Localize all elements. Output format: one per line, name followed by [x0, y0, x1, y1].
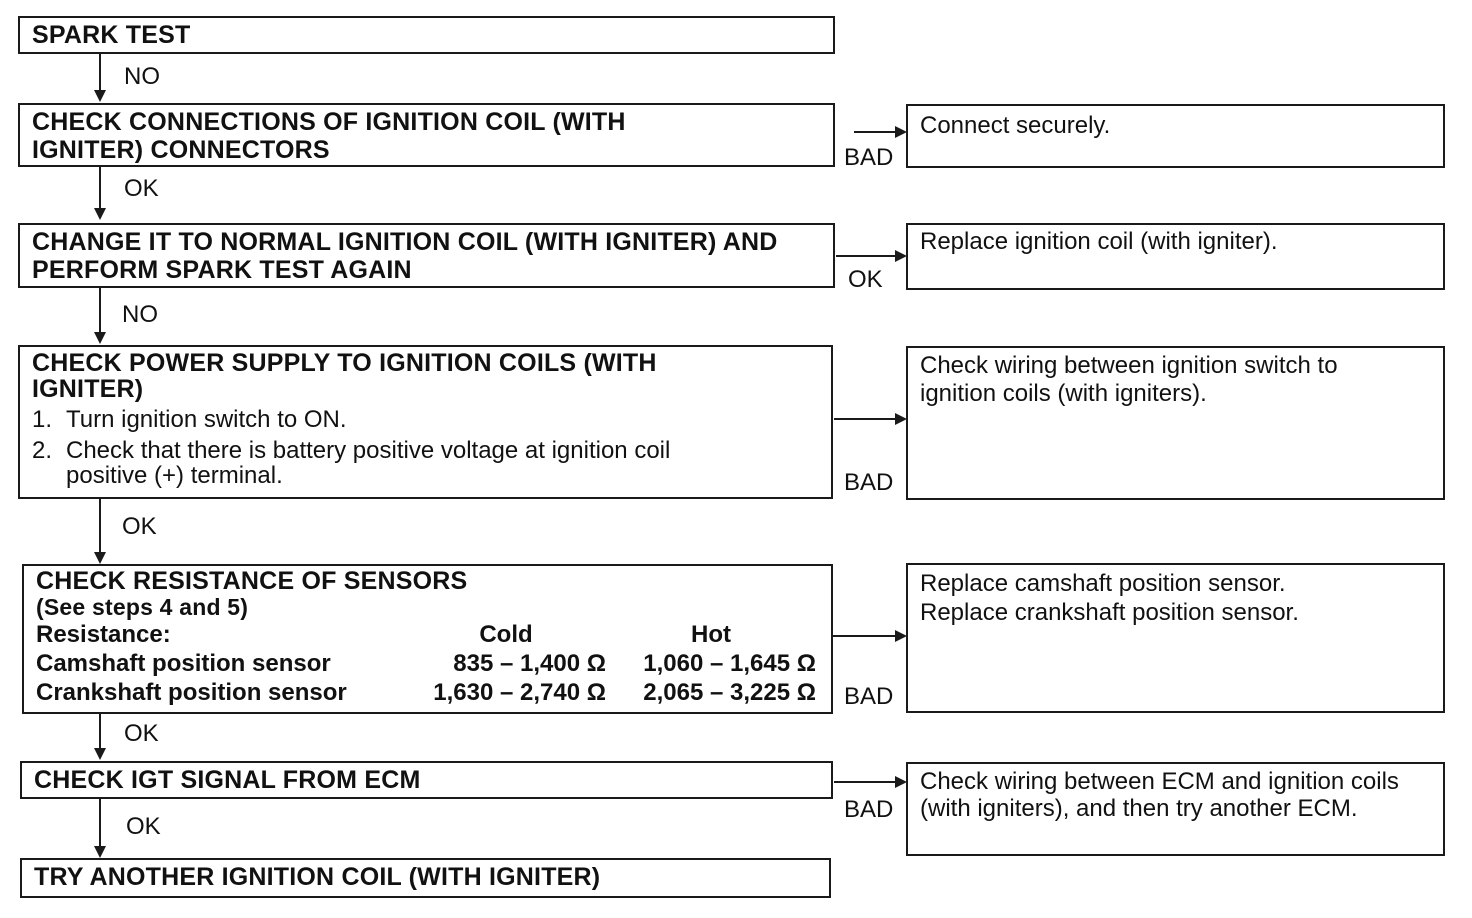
down-arrowhead-2	[94, 208, 106, 220]
replace-sensors-box	[906, 563, 1445, 713]
connector-label-ok: OK	[122, 513, 157, 540]
resistance-title: CHECK RESISTANCE OF SENSORS	[36, 567, 468, 595]
step-text: Check that there is battery positive voltage at ignition coil positive (+) terminal.	[66, 437, 671, 489]
connector-label-ok: OK	[124, 175, 159, 202]
connector-label-bad: BAD	[844, 469, 894, 496]
try-another-box	[20, 858, 831, 898]
power-supply-box	[18, 345, 833, 499]
replace-coil-box	[906, 223, 1445, 290]
resistance-subtitle: (See steps 4 and 5)	[36, 594, 249, 620]
down-arrowhead-3	[94, 332, 106, 344]
spark-test-box	[18, 16, 835, 54]
power-supply-step-2	[32, 438, 746, 488]
connector-label-ok: OK	[126, 813, 161, 840]
down-arrowhead-1	[94, 90, 106, 102]
igt-signal-title: CHECK IGT SIGNAL FROM ECM	[34, 766, 421, 794]
check-wiring-switch-text: Check wiring between ignition switch to ignition coils (with igniters).	[920, 352, 1338, 407]
connector-label-bad: BAD	[844, 683, 894, 710]
check-connections-title: CHECK CONNECTIONS OF IGNITION COIL (WITH IGNITER) CONNECTORS	[32, 108, 626, 164]
connector-label-bad: BAD	[844, 796, 894, 823]
check-wiring-ecm-box	[906, 762, 1445, 856]
igt-signal-box	[20, 761, 833, 799]
sensor-name: Crankshaft position sensor	[36, 679, 347, 706]
cold-value: 1,630 – 2,740 Ω	[433, 679, 606, 706]
check-connections-box	[18, 103, 835, 167]
down-arrowhead-4	[94, 552, 106, 564]
connector-label-bad: BAD	[844, 144, 894, 171]
hot-header: Hot	[691, 621, 731, 648]
replace-camshaft-text: Replace camshaft position sensor.	[920, 570, 1286, 597]
connector-label-ok: OK	[124, 720, 159, 747]
resistance-box	[22, 564, 833, 714]
table-row	[36, 649, 816, 678]
table-row	[36, 678, 816, 707]
check-wiring-switch-box	[906, 346, 1445, 500]
step-text: Turn ignition switch to ON.	[66, 406, 347, 433]
step-number: 2.	[32, 437, 53, 464]
power-supply-title: CHECK POWER SUPPLY TO IGNITION COILS (WITH IGNITER)	[32, 349, 657, 403]
connect-securely-box	[906, 104, 1445, 168]
resistance-label: Resistance:	[36, 621, 171, 648]
resistance-table	[36, 620, 816, 707]
replace-coil-text: Replace ignition coil (with igniter).	[920, 228, 1278, 255]
connect-securely-text: Connect securely.	[920, 112, 1111, 139]
connector-label-no: NO	[124, 63, 160, 90]
connector-label-ok: OK	[848, 266, 883, 293]
step-number: 1.	[32, 406, 53, 433]
check-wiring-ecm-text: Check wiring between ECM and ignition coils (with igniters), and then try another ECM.	[920, 768, 1399, 822]
cold-header: Cold	[479, 621, 533, 648]
sensor-name: Camshaft position sensor	[36, 650, 331, 677]
replace-crankshaft-text: Replace crankshaft position sensor.	[920, 599, 1299, 626]
hot-value: 1,060 – 1,645 Ω	[643, 650, 816, 677]
connector-label-no: NO	[122, 301, 158, 328]
change-coil-title: CHANGE IT TO NORMAL IGNITION COIL (WITH IGNITER) AND PERFORM SPARK TEST AGAIN	[32, 228, 778, 284]
down-arrowhead-6	[94, 846, 106, 858]
resistance-header-row	[36, 620, 816, 649]
hot-value: 2,065 – 3,225 Ω	[643, 679, 816, 706]
change-coil-box	[18, 223, 835, 288]
down-arrowhead-5	[94, 748, 106, 760]
cold-value: 835 – 1,400 Ω	[453, 650, 606, 677]
power-supply-step-1	[32, 406, 819, 434]
spark-test-title: SPARK TEST	[32, 21, 191, 49]
try-another-title: TRY ANOTHER IGNITION COIL (WITH IGNITER)	[34, 863, 601, 891]
